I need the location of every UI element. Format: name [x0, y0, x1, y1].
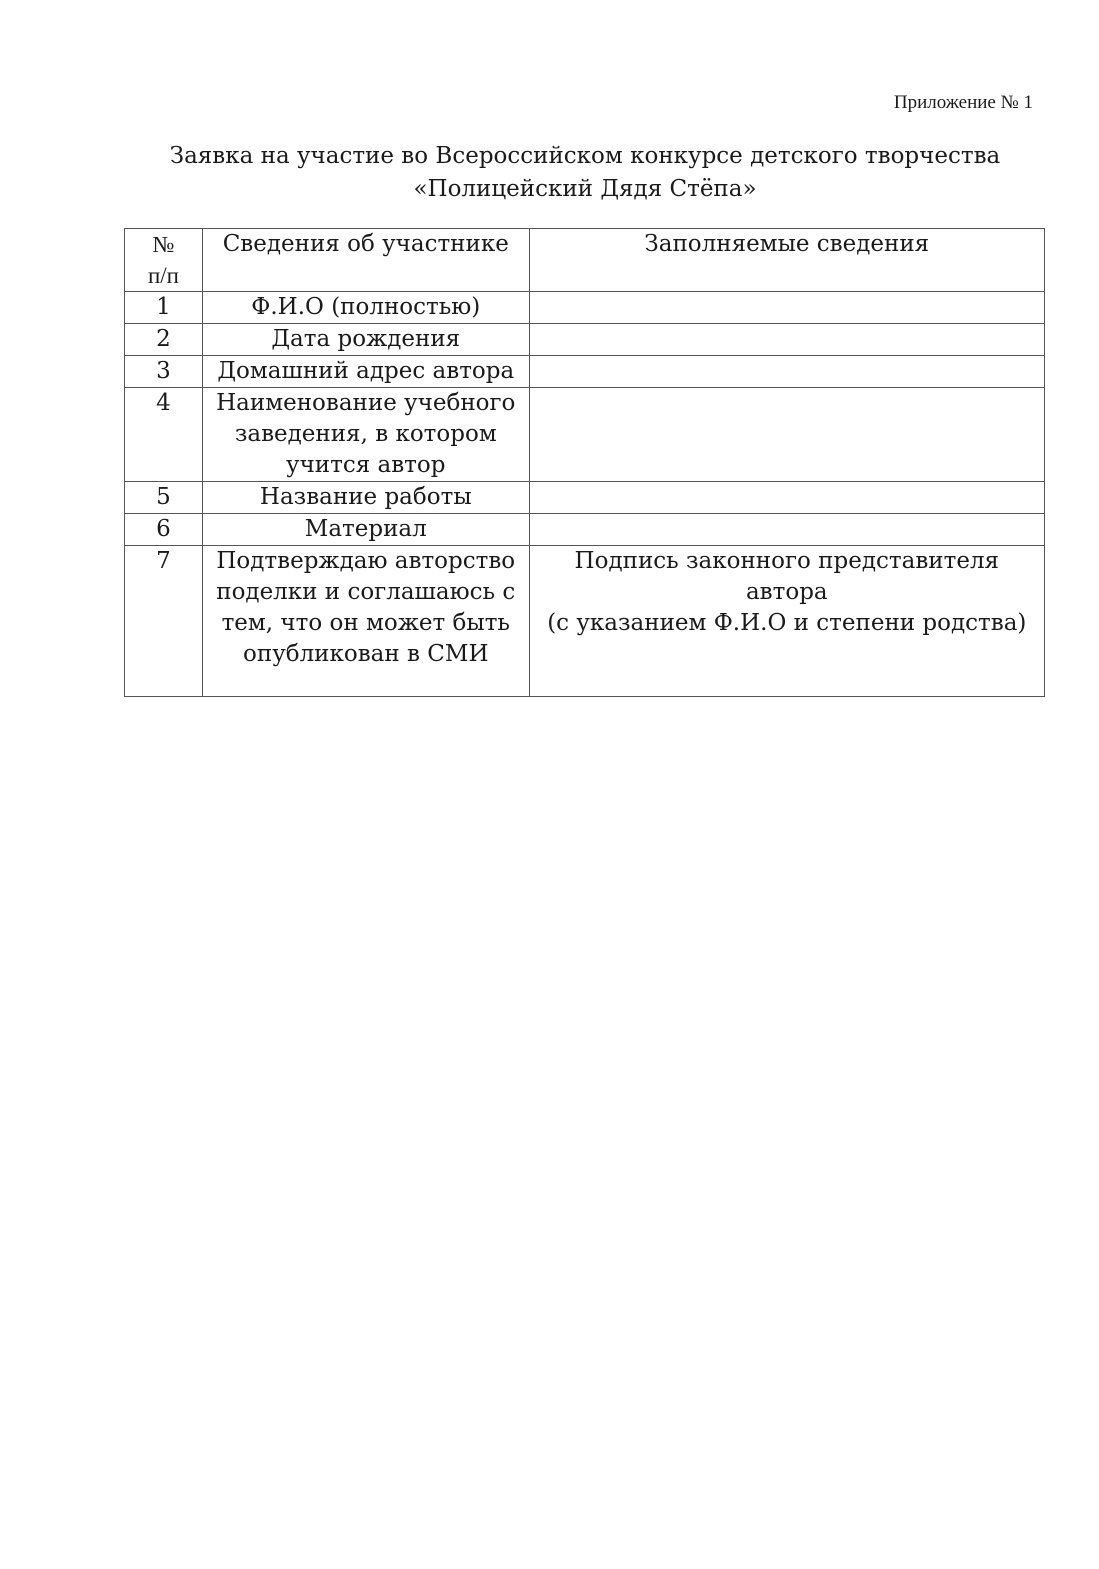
info-line: Домашний адрес автора: [217, 358, 515, 384]
row-number: 4: [125, 388, 203, 482]
info-line: тем, что он может быть: [221, 610, 510, 636]
row-fill-field[interactable]: [529, 482, 1044, 514]
document-title: [125, 140, 1045, 206]
table-row: [125, 482, 1045, 514]
table-row: [125, 324, 1045, 356]
row-fill-field[interactable]: [529, 546, 1044, 697]
table-row: [125, 292, 1045, 324]
header-number-symbol: №: [152, 232, 175, 257]
info-line: Материал: [304, 516, 427, 542]
row-number: 1: [125, 292, 203, 324]
row-fill-field[interactable]: [529, 514, 1044, 546]
info-line: Ф.И.О (полностью): [251, 294, 481, 320]
table-row: [125, 388, 1045, 482]
row-number: 2: [125, 324, 203, 356]
appendix-label: Приложение № 1: [893, 92, 1033, 113]
info-line: опубликован в СМИ: [243, 641, 489, 667]
row-number: 7: [125, 546, 203, 697]
row-number: 5: [125, 482, 203, 514]
row-participant-info: [202, 356, 529, 388]
table-body: [125, 292, 1045, 697]
row-fill-field[interactable]: [529, 292, 1044, 324]
info-line: заведения, в котором: [234, 421, 497, 447]
fill-line: Подпись законного представителя автора: [574, 548, 1000, 605]
table-header-row: [125, 229, 1045, 292]
row-fill-field[interactable]: [529, 388, 1044, 482]
row-participant-info: [202, 388, 529, 482]
row-number: 6: [125, 514, 203, 546]
row-participant-info: [202, 324, 529, 356]
info-line: учится автор: [286, 452, 446, 478]
header-number-abbr: п/п: [147, 263, 179, 288]
table-row: [125, 514, 1045, 546]
fill-line: (с указанием Ф.И.О и степени родства): [547, 610, 1027, 636]
row-fill-field[interactable]: [529, 356, 1044, 388]
header-number: [125, 229, 203, 292]
row-participant-info: [202, 546, 529, 697]
table-row: [125, 356, 1045, 388]
info-line: Подтверждаю авторство: [216, 548, 516, 574]
title-line-1: Заявка на участие во Всероссийском конкурсе детского творчества: [169, 143, 1001, 169]
info-line: Название работы: [259, 484, 472, 510]
info-line: поделки и соглашаюсь с: [216, 579, 516, 605]
row-participant-info: [202, 514, 529, 546]
title-line-2: «Полицейский Дядя Стёпа»: [413, 176, 757, 202]
table-row: [125, 546, 1045, 697]
info-line: Наименование учебного: [216, 390, 516, 416]
application-table: [124, 228, 1045, 697]
row-participant-info: [202, 482, 529, 514]
header-participant-info: Сведения об участнике: [202, 229, 529, 292]
row-number: 3: [125, 356, 203, 388]
row-participant-info: [202, 292, 529, 324]
header-filled-info: Заполняемые сведения: [529, 229, 1044, 292]
info-line: Дата рождения: [271, 326, 461, 352]
row-fill-field[interactable]: [529, 324, 1044, 356]
